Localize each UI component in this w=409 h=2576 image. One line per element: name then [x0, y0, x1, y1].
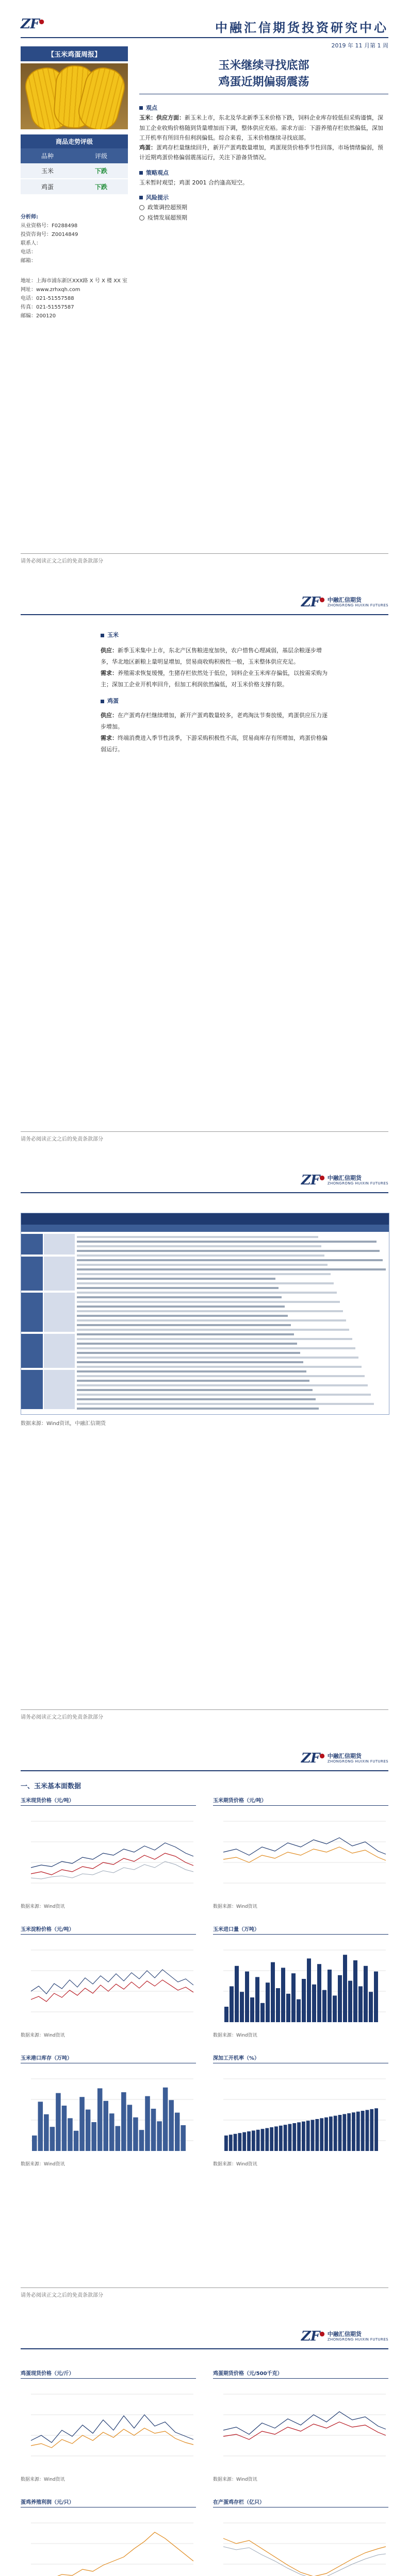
page-footer: 请务必阅读正文之后的免责条款部分 — [21, 1137, 103, 1142]
page-2 — [0, 578, 409, 1156]
page-4 — [0, 1734, 409, 2312]
report-type-tag: 【玉米鸡蛋周报】 — [21, 46, 128, 61]
paragraph: 需求：终端消费进入季节性淡季，下游采购积极性不高，贸易商库存有所增加，鸡蛋价格偏弱运行。 — [101, 735, 328, 753]
brand-logo: ZF● 中融汇信期货 ZHONGRONG HUIXIN FUTURES — [301, 595, 388, 610]
report-title: 中融汇信期货投资研究中心 — [215, 21, 388, 35]
chart-processing-rate: 深加工开机率（%） 数据来源：Wind资讯 — [213, 2054, 388, 2167]
data-table — [21, 1213, 389, 1415]
bullet-square-icon — [139, 171, 143, 175]
logo-mark: ZF — [21, 16, 39, 32]
paragraph: 需求：养殖需求恢复缓慢，生猪存栏依然处于低位，饲料企业玉米库存偏低，以按需采购为主；深加工企业开机率回升，但加工利润依然偏低，对玉米价格支撑有限。 — [101, 670, 328, 688]
page-footer: 请务必阅读正文之后的免责条款部分 — [21, 558, 103, 564]
paragraph: 玉米暂时观望；鸡蛋 2001 合约逢高短空。 — [139, 179, 248, 186]
analysis-body: 玉米 供应：新季玉米集中上市，东北产区售粮进度加快，农户惜售心理减弱，基层余粮逐步增多，华北地区新粮上量明显增加，贸易商收购积极性一般，玉米整体供应充足。 需求：养殖需求恢复缓慢，生猪存栏依然处于低位，饲料企业玉米库存偏低，以按需采购为主；深加工企业开机率回升，但加工利润依然偏低，对玉米价格支撑有限。 鸡蛋 供应：在产蛋鸡存栏继续增加，新开产蛋鸡数量较多，老鸡淘汰节奏放缓，鸡蛋供应压力逐步增加。 需求：终端消费进入季节性淡季，下游采购积极性不高，贸易商库存有所增加，鸡蛋价格偏弱运行。 — [101, 630, 333, 755]
sidebar — [21, 46, 128, 320]
brand-logo: ZF● 中融汇信期货 ZHONGRONG HUIXIN FUTURES — [301, 2329, 388, 2344]
report-date: 2019 年 11 月第 1 周 — [331, 42, 388, 49]
section-view: 观点 玉米：供应方面：新玉米上市，东北及华北新季玉米价格下跌，饲料企业库存较低但采购谨慎，深加工企业收购价格随到货量增加而下调，整体供应充裕。需求方面：下游养殖存栏依然偏低，深加工开机率有所回升但利润偏低。综合来看，玉米价格继续寻找底部。 鸡蛋：蛋鸡存栏量继续回升，新开产蛋鸡数量增加，鸡蛋现货价格季节性回落，市场情绪偏弱，预计近期鸡蛋价格偏弱震荡运行，关注下游备货情况。 — [139, 103, 388, 163]
rating-table — [21, 148, 128, 195]
chart-corn-futures: 玉米期货价格（元/吨） 数据来源：Wind资讯 — [213, 1796, 388, 1909]
brand-logo: ZF● 中融汇信期货 ZHONGRONG HUIXIN FUTURES — [301, 1751, 388, 1766]
rating-header-name: 品种 — [21, 148, 74, 163]
bullet-circle-icon — [139, 215, 144, 221]
list-item: 政策调控超预期 — [139, 202, 388, 212]
table-row: 鸡蛋 下跌 — [21, 179, 128, 195]
page-5 — [0, 2312, 409, 2576]
chart-egg-profit: 蛋鸡养殖利润（元/只） — [21, 2498, 196, 2576]
chart-layer-stock: 在产蛋鸡存栏（亿只） — [213, 2498, 388, 2576]
rating-header-rating: 评级 — [74, 148, 128, 163]
website-link[interactable]: 网址：www.zrhxqh.com — [21, 287, 80, 293]
chart-egg-futures: 鸡蛋期货价格（元/500千克） 数据来源：Wind资讯 — [213, 2369, 388, 2482]
chart-egg-spot: 鸡蛋现货价格（元/斤） 数据来源：Wind资讯 — [21, 2369, 196, 2482]
section-strategy: 策略观点 玉米暂时观望；鸡蛋 2001 合约逢高短空。 — [139, 168, 388, 188]
section-risk: 风险提示 政策调控超预期 疫情发展超预期 — [139, 193, 388, 223]
bullet-square-icon — [101, 634, 104, 637]
table-row: 玉米 下跌 — [21, 163, 128, 179]
corn-photo — [21, 63, 128, 129]
chart-port-stock: 玉米港口库存（万吨） 数据来源：Wind资讯 — [21, 2054, 196, 2167]
chart-corn-import: 玉米进口量（万吨） 数据来源：Wind资讯 — [213, 1925, 388, 2038]
header-rule — [21, 37, 388, 38]
chart-corn-spot: 玉米现货价格（元/吨） 数据来源：Wind资讯 — [21, 1796, 196, 1909]
paragraph: 供应：在产蛋鸡存栏继续增加，新开产蛋鸡数量较多，老鸡淘汰节奏放缓，鸡蛋供应压力逐步增加。 — [101, 712, 328, 730]
company-address: 地址：上海市浦东新区XXX路 X 号 X 楼 XX 室 网址：www.zrhxqh.com 电话：021-51557588 传真：021-51557587 邮编：200120 — [21, 278, 128, 319]
brand-logo: ZF● — [21, 16, 44, 32]
list-item: 疫情发展超预期 — [139, 213, 388, 223]
bullet-circle-icon — [139, 205, 144, 210]
bullet-square-icon — [139, 106, 143, 110]
table-source: 数据来源：Wind资讯，中融汇信期货 — [21, 1421, 106, 1427]
page-footer: 请务必阅读正文之后的免责条款部分 — [21, 1715, 103, 1720]
paragraph: 鸡蛋：蛋鸡存栏量继续回升，新开产蛋鸡数量增加，鸡蛋现货价格季节性回落，市场情绪偏弱，预计近期鸡蛋价格偏弱震荡运行，关注下游备货情况。 — [139, 144, 383, 161]
chart-starch-price: 玉米淀粉价格（元/吨） 数据来源：Wind资讯 — [21, 1925, 196, 2038]
paragraph: 玉米：供应方面：新玉米上市，东北及华北新季玉米价格下跌，饲料企业库存较低但采购谨慎，深加工企业收购价格随到货量增加而下调，整体供应充裕。需求方面：下游养殖存栏依然偏低，深加工开机率有所回升但利润偏低。综合来看，玉米价格继续寻找底部。 — [139, 114, 383, 141]
page-footer: 请务必阅读正文之后的免责条款部分 — [21, 2293, 103, 2298]
brand-logo: ZF● 中融汇信期货 ZHONGRONG HUIXIN FUTURES — [301, 1173, 388, 1188]
analyst-info: 分析师: 从业资格号：F0288498 投资咨询号：Z0014849 联系人： 电话： 邮箱： — [21, 214, 78, 264]
bullet-square-icon — [139, 196, 143, 199]
rating-table-title: 商品走势评级 — [21, 134, 128, 148]
paragraph: 供应：新季玉米集中上市，东北产区售粮进度加快，农户惜售心理减弱，基层余粮逐步增多，华北地区新粮上量明显增加，贸易商收购积极性一般，玉米整体供应充足。 — [101, 647, 322, 665]
page-1 — [0, 0, 409, 578]
page-3 — [0, 1156, 409, 1734]
summary-body — [139, 101, 388, 223]
section-title: 一、玉米基本面数据 — [21, 1783, 81, 1790]
bullet-square-icon — [101, 700, 104, 703]
headline: 玉米继续寻找底部 鸡蛋近期偏弱震荡 — [218, 59, 309, 89]
